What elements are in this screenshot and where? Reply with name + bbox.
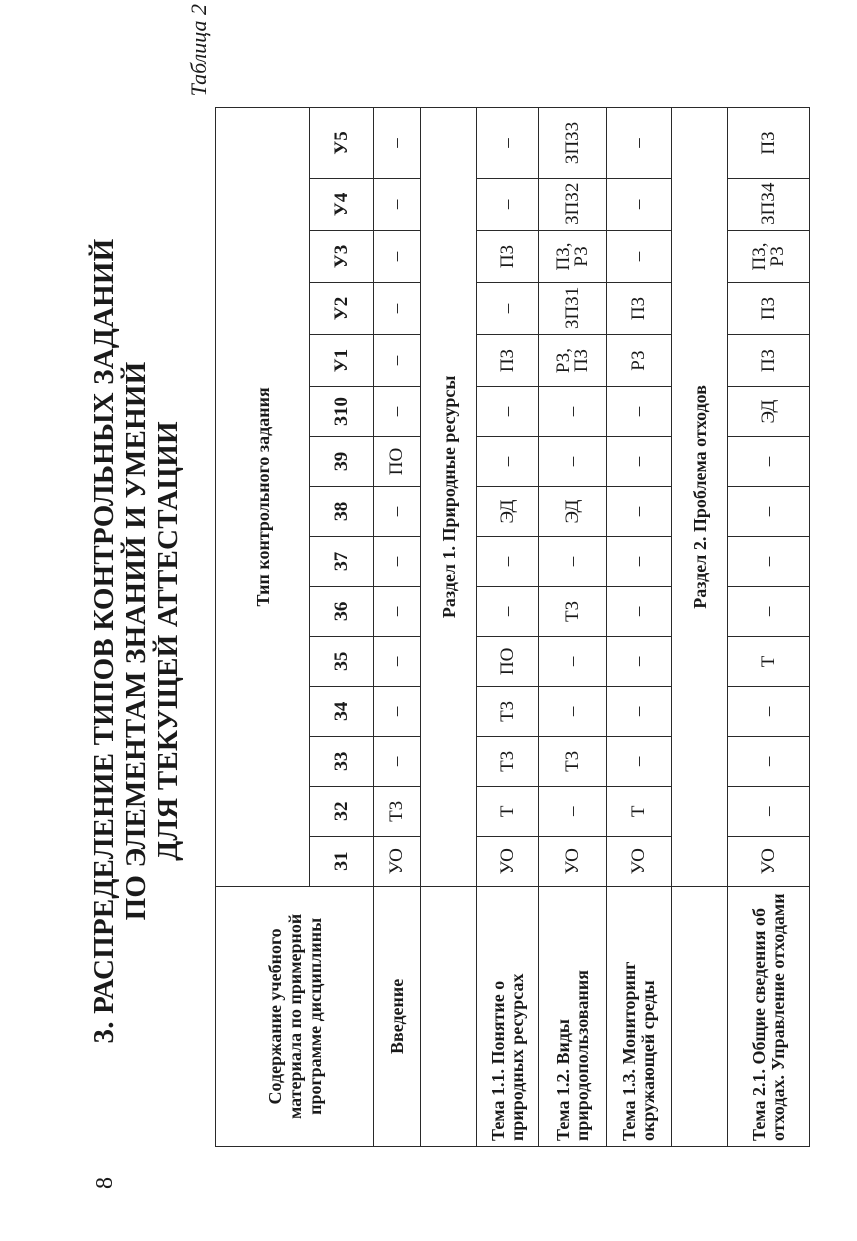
assessment-cell: ТЗ	[539, 736, 607, 786]
assessment-cell: ЗПЗ4	[728, 178, 810, 230]
assessment-cell: РЗ	[607, 335, 672, 387]
assessment-cell: –	[728, 686, 810, 736]
assessment-cell: –	[607, 536, 672, 586]
assessment-cell: –	[728, 786, 810, 836]
assessment-cell: ПЗ	[477, 230, 539, 282]
code-header: У2	[310, 282, 374, 334]
assessment-cell: –	[477, 387, 539, 437]
assessment-cell: –	[607, 387, 672, 437]
assessment-cell: ЭД	[477, 487, 539, 537]
code-header: У4	[310, 178, 374, 230]
code-header: З6	[310, 586, 374, 636]
assessment-cell: –	[607, 686, 672, 736]
assessment-cell: –	[607, 437, 672, 487]
assessment-cell: ЭД	[539, 487, 607, 537]
assessment-cell: ПЗ	[477, 335, 539, 387]
cell-text: ПЗ, РЗ	[552, 242, 592, 271]
assessment-cell	[539, 335, 607, 387]
assessment-cell: –	[728, 736, 810, 786]
code-header: З5	[310, 636, 374, 686]
section-title: Раздел 1. Природные ресурсы	[421, 108, 477, 887]
assessment-table	[215, 107, 810, 1147]
assessment-cell: –	[374, 636, 421, 686]
assessment-cell: –	[477, 586, 539, 636]
code-header: У1	[310, 335, 374, 387]
table-row	[607, 108, 672, 1147]
assessment-cell: –	[539, 536, 607, 586]
table-row	[539, 108, 607, 1147]
assessment-cell: –	[374, 387, 421, 437]
assessment-cell: –	[539, 786, 607, 836]
assessment-cell: –	[374, 586, 421, 636]
table-row	[728, 108, 810, 1147]
assessment-cell	[728, 230, 810, 282]
content-header: Содержание учебного материала по примерной программе дисциплины	[216, 886, 374, 1146]
assessment-cell: УО	[728, 836, 810, 886]
assessment-cell: –	[374, 536, 421, 586]
assessment-cell: ТЗ	[477, 736, 539, 786]
assessment-cell: –	[374, 736, 421, 786]
assessment-cell: ПЗ	[728, 108, 810, 179]
assessment-cell: –	[477, 178, 539, 230]
assessment-cell: ПО	[374, 437, 421, 487]
code-header: З1	[310, 836, 374, 886]
assessment-cell: –	[539, 636, 607, 686]
assessment-cell: –	[539, 686, 607, 736]
code-header: З3	[310, 736, 374, 786]
assessment-cell: ТЗ	[539, 586, 607, 636]
assessment-cell: Т	[728, 636, 810, 686]
assessment-cell: –	[607, 178, 672, 230]
assessment-cell: –	[374, 230, 421, 282]
assessment-cell: УО	[539, 836, 607, 886]
code-header: З7	[310, 536, 374, 586]
section-blank	[672, 886, 728, 1146]
title-line: 3. РАСПРЕДЕЛЕНИЕ ТИПОВ КОНТРОЛЬНЫХ ЗАДАНИЙ	[88, 238, 120, 1044]
assessment-cell: –	[374, 178, 421, 230]
assessment-cell: –	[728, 437, 810, 487]
assessment-cell: –	[539, 437, 607, 487]
assessment-cell: –	[477, 536, 539, 586]
code-header: З9	[310, 437, 374, 487]
assessment-cell: –	[607, 230, 672, 282]
cell-text: ПЗ, РЗ	[748, 242, 788, 271]
assessment-cell: ТЗ	[477, 686, 539, 736]
assessment-cell: –	[607, 487, 672, 537]
code-header: З8	[310, 487, 374, 537]
page-title	[88, 201, 184, 1081]
assessment-cell: ЗПЗ2	[539, 178, 607, 230]
code-header: З2	[310, 786, 374, 836]
assessment-cell: –	[607, 736, 672, 786]
assessment-cell: ПЗ	[607, 282, 672, 334]
section-row	[672, 108, 728, 1147]
table-label: Таблица 2	[186, 4, 211, 97]
assessment-cell: –	[728, 536, 810, 586]
assessment-cell: –	[607, 636, 672, 686]
assessment-cell: –	[374, 686, 421, 736]
header-row	[216, 108, 310, 1147]
assessment-cell: –	[728, 487, 810, 537]
assessment-cell: Т	[607, 786, 672, 836]
section-row	[421, 108, 477, 1147]
assessment-cell: –	[374, 108, 421, 179]
assessment-cell: УО	[374, 836, 421, 886]
assessment-cell: ЗПЗ1	[539, 282, 607, 334]
topic-label: Тема 1.2. Виды природопользования	[539, 886, 607, 1146]
assessment-cell: ПЗ	[728, 282, 810, 334]
assessment-cell: –	[477, 108, 539, 179]
topic-label: Тема 1.1. Понятие о природных ресурсах	[477, 886, 539, 1146]
topic-label: Тема 2.1. Общие сведения об отходах. Управление отходами	[728, 886, 810, 1146]
assessment-cell: ПЗ	[728, 335, 810, 387]
assessment-cell: –	[607, 108, 672, 179]
code-header: З4	[310, 686, 374, 736]
assessment-cell: УО	[607, 836, 672, 886]
code-header: З10	[310, 387, 374, 437]
assessment-cell: ТЗ	[374, 786, 421, 836]
section-title: Раздел 2. Проблема отходов	[672, 108, 728, 887]
code-header: У5	[310, 108, 374, 179]
assessment-cell	[539, 230, 607, 282]
code-header: У3	[310, 230, 374, 282]
assessment-cell: ЗПЗ3	[539, 108, 607, 179]
topic-label: Тема 1.3. Мониторинг окружающей среды	[607, 886, 672, 1146]
assessment-cell: ПО	[477, 636, 539, 686]
assessment-cell: –	[607, 586, 672, 636]
assessment-cell: Т	[477, 786, 539, 836]
assessment-cell: –	[374, 487, 421, 537]
table-row	[477, 108, 539, 1147]
assessment-cell: –	[477, 282, 539, 334]
title-line: ПО ЭЛЕМЕНТАМ ЗНАНИЙ И УМЕНИЙ	[120, 361, 152, 921]
section-blank	[421, 886, 477, 1146]
assessment-cell: –	[374, 335, 421, 387]
cell-text: РЗ, ПЗ	[552, 348, 592, 374]
assessment-cell: УО	[477, 836, 539, 886]
assessment-cell: ЭД	[728, 387, 810, 437]
topic-label: Введение	[374, 886, 421, 1146]
assessment-cell: –	[728, 586, 810, 636]
title-line: ДЛЯ ТЕКУЩЕЙ АТТЕСТАЦИИ	[152, 421, 184, 861]
page-number: 8	[92, 1177, 118, 1189]
type-header: Тип контрольного задания	[216, 108, 310, 887]
assessment-cell: –	[374, 282, 421, 334]
assessment-cell: –	[477, 437, 539, 487]
table-row	[374, 108, 421, 1147]
assessment-cell: –	[539, 387, 607, 437]
